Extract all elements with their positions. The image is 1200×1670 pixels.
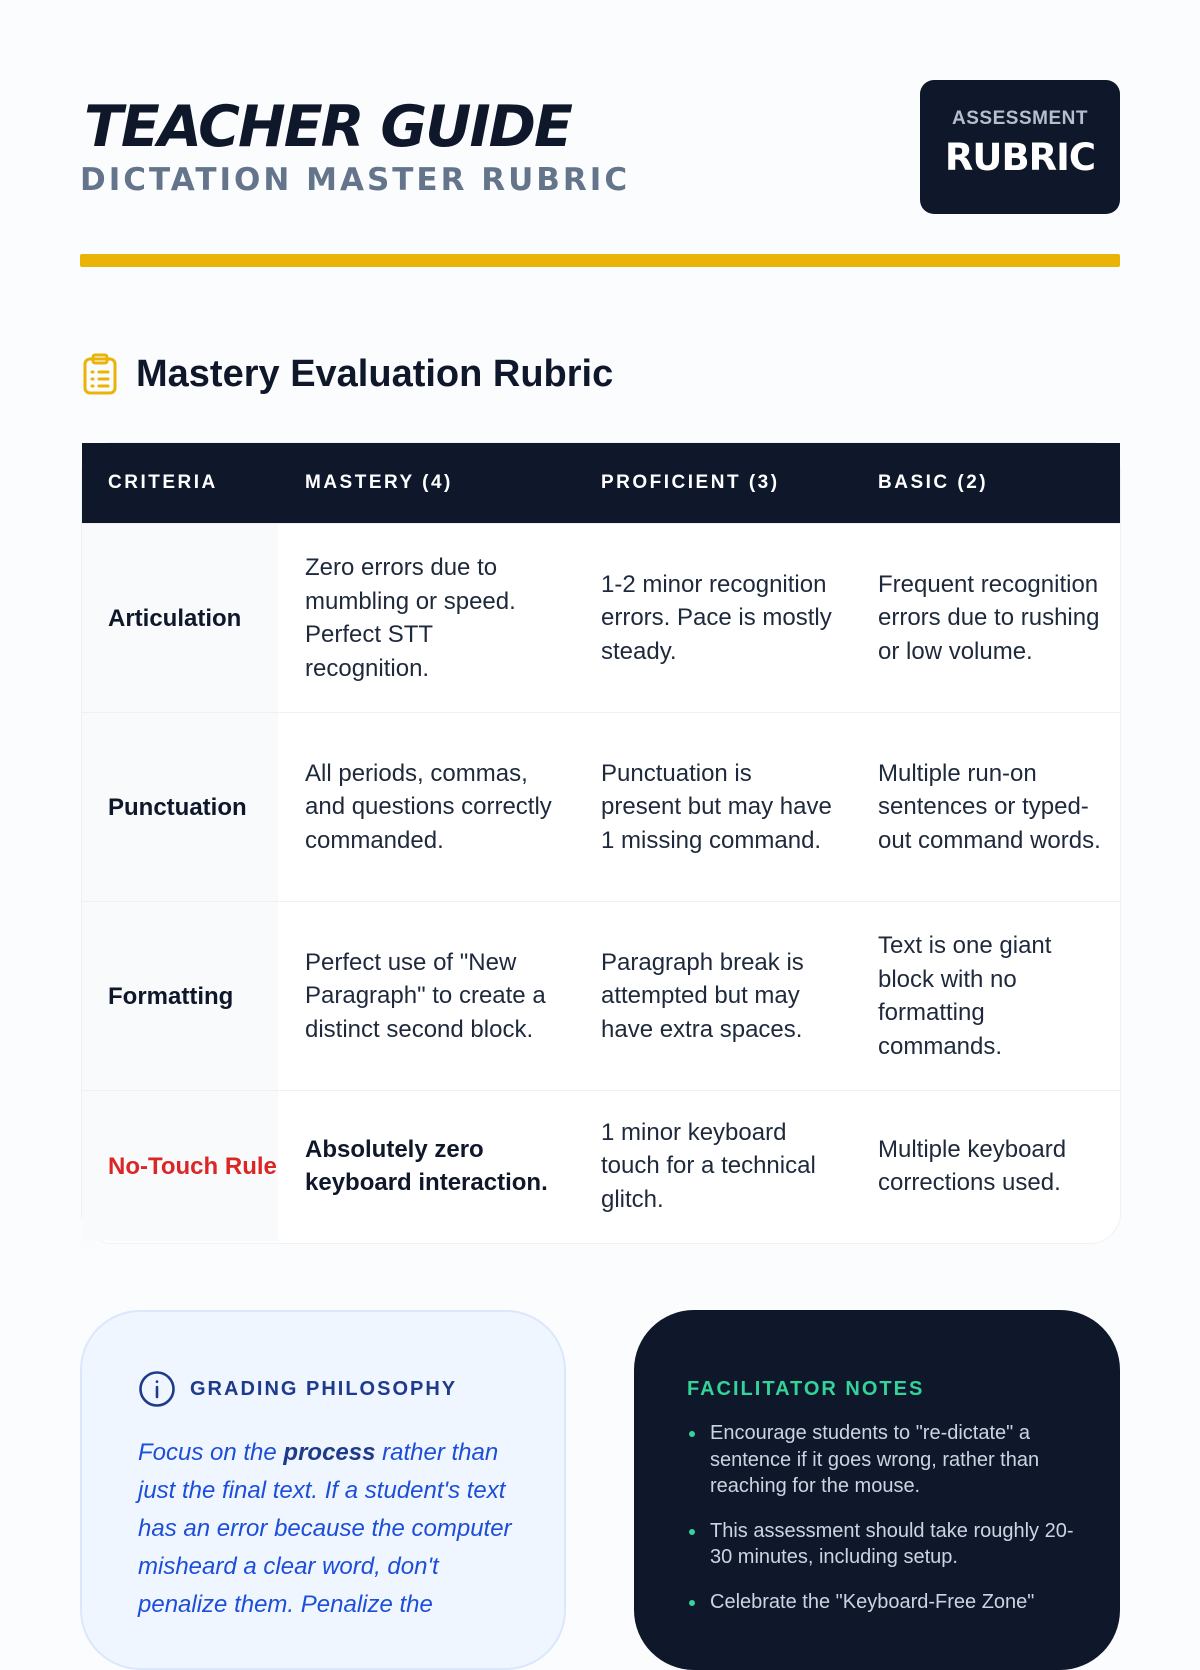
page-title: TEACHER GUIDE (84, 94, 571, 160)
mastery-cell: Absolutely zero keyboard interaction. (305, 1135, 548, 1196)
basic-cell: Frequent recognition errors due to rushing or low volume. (878, 570, 1100, 665)
column-header-mastery: MASTERY (4) (305, 472, 453, 493)
grading-philosophy-header (138, 1370, 457, 1408)
proficient-cell: 1-2 minor recognition errors. Pace is mostly steady. (601, 570, 832, 665)
table-header (82, 443, 1120, 523)
grading-philosophy-text (138, 1434, 528, 1624)
grading-philosophy-card (80, 1310, 566, 1670)
column-header-criteria: CRITERIA (108, 472, 218, 493)
grading-text-part: rather than just the final text. If a student's text has an error because the computer misheard a clear word, don't penalize them. Penalize the (138, 1439, 512, 1618)
page-header (80, 80, 1120, 214)
column-header-basic: BASIC (2) (878, 472, 989, 493)
list-item: Encourage students to "re-dictate" a sentence if it goes wrong, rather than reaching for the mouse. (687, 1420, 1077, 1500)
facilitator-notes-title: FACILITATOR NOTES (687, 1378, 925, 1400)
column-header-proficient: PROFICIENT (3) (601, 472, 780, 493)
basic-cell: Multiple run-on sentences or typed-out command words. (878, 759, 1101, 854)
mastery-cell: Perfect use of "New Paragraph" to create a distinct second block. (305, 948, 546, 1043)
clipboard-list-icon (80, 352, 120, 396)
mastery-cell: All periods, commas, and questions correctly commanded. (305, 759, 552, 854)
grading-philosophy-title: GRADING PHILOSOPHY (190, 1377, 458, 1400)
table-row (82, 712, 1120, 901)
section-header (80, 348, 613, 400)
proficient-cell: Punctuation is present but may have 1 missing command. (601, 759, 832, 854)
table-row (82, 1090, 1120, 1241)
page-subtitle: DICTATION MASTER RUBRIC (80, 162, 631, 198)
proficient-cell: 1 minor keyboard touch for a technical glitch. (601, 1118, 816, 1213)
basic-cell: Multiple keyboard corrections used. (878, 1135, 1067, 1196)
proficient-cell: Paragraph break is attempted but may have extra spaces. (601, 948, 804, 1043)
criteria-cell: Articulation (82, 524, 278, 712)
table-row (82, 523, 1120, 712)
criteria-cell: No-Touch Rule (82, 1091, 278, 1241)
list-item: This assessment should take roughly 20-30 minutes, including setup. (687, 1518, 1077, 1571)
criteria-cell: Formatting (82, 902, 278, 1090)
grading-text-emphasis: process (283, 1439, 376, 1466)
facilitator-notes-list (687, 1420, 1077, 1633)
section-title: Mastery Evaluation Rubric (136, 352, 614, 395)
table-row (82, 901, 1120, 1090)
assessment-badge (920, 80, 1120, 214)
facilitator-notes-card (634, 1310, 1120, 1670)
info-circle-icon (138, 1370, 176, 1408)
badge-value: RUBRIC (944, 136, 1096, 179)
basic-cell: Text is one giant block with no formatting commands. (878, 932, 1052, 1060)
grading-text-part: Focus on the (138, 1439, 284, 1466)
mastery-cell: Zero errors due to mumbling or speed. Perfect STT recognition. (305, 554, 516, 682)
rubric-table (82, 443, 1120, 1243)
badge-label: ASSESSMENT (952, 108, 1088, 129)
criteria-cell: Punctuation (82, 713, 278, 901)
header-divider (80, 254, 1120, 267)
list-item: Celebrate the "Keyboard-Free Zone" (687, 1589, 1077, 1616)
